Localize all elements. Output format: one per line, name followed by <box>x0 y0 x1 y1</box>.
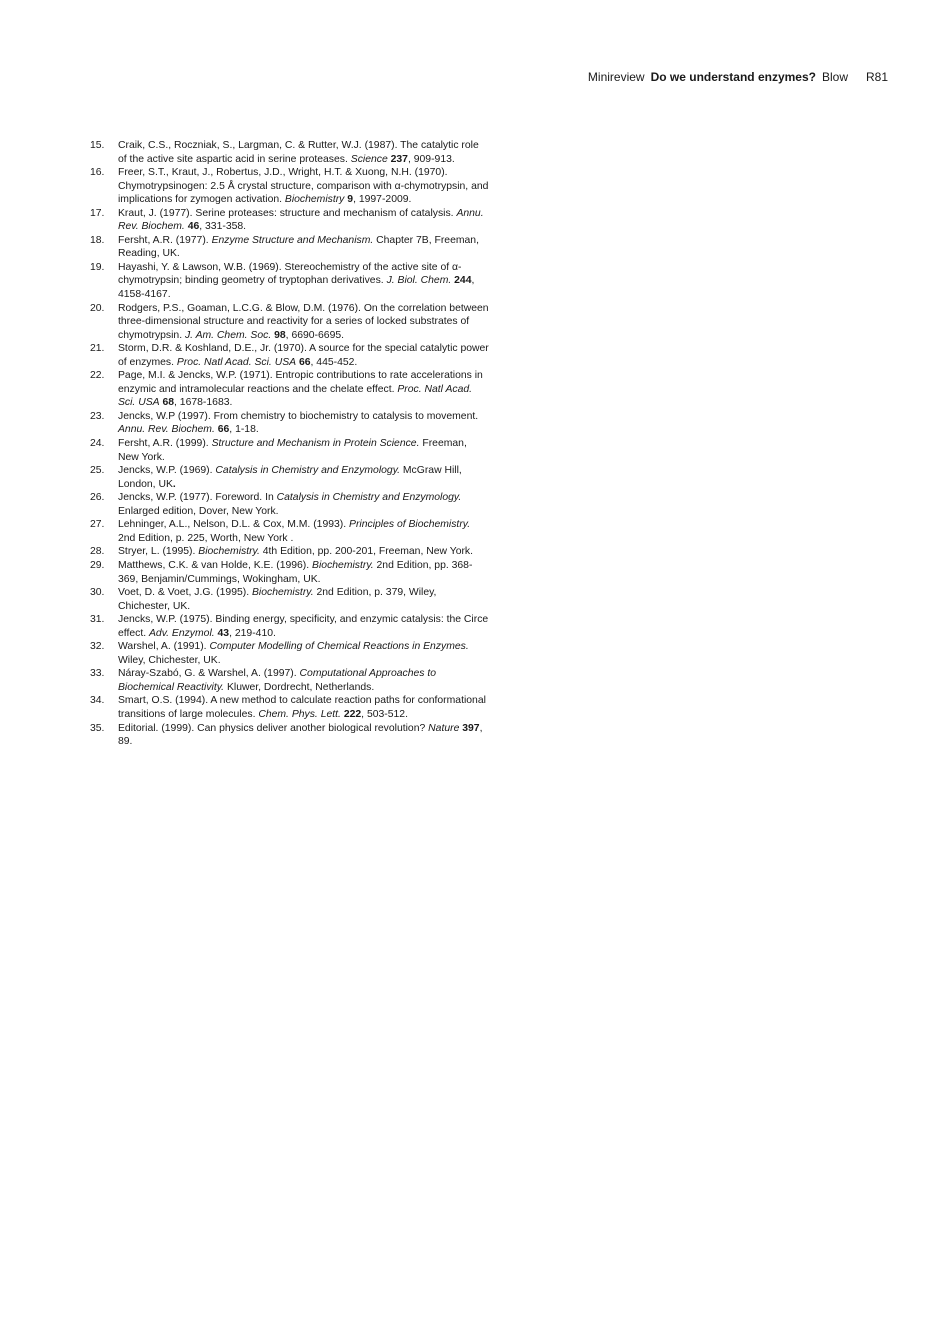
reference-text <box>118 342 490 369</box>
reference-segment: , 4158-4167. <box>118 275 475 301</box>
reference-segment: Matthews, C.K. & van Holde, K.E. (1996). <box>118 559 313 571</box>
reference-segment: Craik, C.S., Roczniak, S., Largman, C. & Rutter, W.J. (1987). The catalytic role of the active site aspartic acid in serine proteases. <box>118 140 479 165</box>
reference-segment: Lehninger, A.L., Nelson, D.L. & Cox, M.M. (1993). <box>118 519 350 531</box>
reference-text <box>118 694 490 721</box>
reference-italic-segment: Principles of Biochemistry. <box>349 519 471 531</box>
reference-segment: 2nd Edition, pp. 368-369, Benjamin/Cummings, Wokingham, UK. <box>118 559 473 585</box>
reference-segment: Editorial. (1999). Can physics deliver another biological revolution? <box>118 722 429 734</box>
reference-number: 27. <box>90 519 105 531</box>
reference-italic-segment: Science <box>350 153 388 165</box>
reference-segment: 4th Edition, pp. 200-201, Freeman, New York. <box>259 546 474 558</box>
reference-text <box>118 207 490 234</box>
reference-italic-segment: Nature <box>428 722 460 734</box>
reference-item <box>90 166 490 207</box>
reference-segment: , 909-913. <box>407 153 455 165</box>
reference-segment: , 445-452. <box>310 356 358 368</box>
reference-segment: Freeman, New York. <box>118 438 467 463</box>
reference-text <box>118 586 490 613</box>
reference-segment: , 1-18. <box>229 424 259 436</box>
reference-italic-segment: Catalysis in Chemistry and Enzymology. <box>276 492 462 504</box>
reference-bold-segment: 66 <box>217 424 230 436</box>
reference-italic-segment: Biochemistry. <box>198 546 260 558</box>
reference-item <box>90 139 490 166</box>
reference-item <box>90 261 490 302</box>
reference-text <box>118 302 490 343</box>
section-label: Minireview <box>587 70 645 84</box>
reference-segment: Kluwer, Dordrecht, Netherlands. <box>224 681 375 693</box>
reference-number: 25. <box>90 465 105 477</box>
reference-segment: Fersht, A.R. (1999). <box>118 438 212 450</box>
reference-segment: Warshel, A. (1991). <box>118 641 210 653</box>
reference-text <box>118 518 490 545</box>
reference-italic-segment: Annu. Rev. Biochem. <box>118 424 215 436</box>
reference-segment: Náray-Szabó, G. & Warshel, A. (1997). <box>118 668 300 680</box>
reference-segment: Stryer, L. (1995). <box>118 546 199 558</box>
reference-bold-segment: 66 <box>298 356 311 368</box>
reference-segment: Kraut, J. (1977). Serine proteases: structure and mechanism of catalysis. <box>118 207 457 219</box>
page-number: R81 <box>865 70 888 84</box>
reference-segment: Page, M.I. & Jencks, W.P. (1971). Entropic contributions to rate accelerations in enzymic and intramolecular reactions and the chelate effect. <box>118 370 483 395</box>
reference-item <box>90 694 490 721</box>
reference-item <box>90 640 490 667</box>
reference-segment: Freer, S.T., Kraut, J., Robertus, J.D., Wright, H.T. & Xuong, N.H. (1970). Chymotrypsinogen: 2.5 Å crystal structure, comparison with α-chymotrypsin, and implications for zymogen activation. <box>118 167 489 206</box>
reference-segment: , 219-410. <box>229 627 276 639</box>
reference-text <box>118 640 490 667</box>
reference-segment: McGraw Hill, London, UK <box>118 465 462 490</box>
reference-italic-segment: Proc. Natl Acad. Sci. USA <box>176 356 297 368</box>
reference-bold-segment: 244 <box>454 275 472 287</box>
reference-italic-segment: Biochemistry. <box>312 559 374 571</box>
reference-text <box>118 667 490 694</box>
reference-bold-segment: 43 <box>217 627 230 639</box>
reference-italic-segment: Chem. Phys. Lett. <box>258 708 341 720</box>
reference-text <box>118 166 490 207</box>
reference-segment: Jencks, W.P. (1975). Binding energy, specificity, and enzymic catalysis: the Circe effect. <box>118 614 489 639</box>
reference-item <box>90 207 490 234</box>
reference-item <box>90 342 490 369</box>
reference-item <box>90 545 490 559</box>
reference-italic-segment: Computer Modelling of Chemical Reactions in Enzymes. <box>209 641 469 653</box>
reference-segment: Wiley, Chichester, UK. <box>118 654 221 666</box>
article-title: Do we understand enzymes? <box>650 70 816 84</box>
reference-segment: 2nd Edition, p. 379, Wiley, Chichester, UK. <box>118 587 437 612</box>
reference-number: 30. <box>90 587 105 599</box>
reference-italic-segment: Biochemistry. <box>252 587 314 599</box>
running-header <box>588 69 888 85</box>
reference-number: 22. <box>90 370 105 382</box>
reference-segment: , 503-512. <box>361 708 408 720</box>
reference-item <box>90 410 490 437</box>
reference-bold-segment: 98 <box>274 329 286 341</box>
reference-segment: Enlarged edition, Dover, New York. <box>118 505 279 517</box>
reference-italic-segment: Structure and Mechanism in Protein Science. <box>211 438 420 450</box>
reference-segment: , 1678-1683. <box>174 397 233 409</box>
reference-text <box>118 464 490 491</box>
reference-italic-segment: Computational Approaches to Biochemical Reactivity. <box>118 668 437 693</box>
reference-segment: Chapter 7B, Freeman, Reading, UK. <box>118 234 479 260</box>
reference-text <box>118 613 490 640</box>
author-name: Blow <box>821 70 848 84</box>
reference-item <box>90 667 490 694</box>
reference-text <box>118 261 490 302</box>
reference-segment: Storm, D.R. & Koshland, D.E., Jr. (1970). A source for the special catalytic power of enzymes. <box>118 343 489 368</box>
reference-text <box>118 722 490 749</box>
reference-number: 31. <box>90 614 105 626</box>
reference-item <box>90 464 490 491</box>
reference-segment: 2nd Edition, p. 225, Worth, New York . <box>118 532 294 544</box>
reference-text <box>118 437 490 464</box>
reference-italic-segment: Biochemistry <box>284 194 345 206</box>
reference-italic-segment: Catalysis in Chemistry and Enzymology. <box>215 465 401 477</box>
reference-number: 34. <box>90 695 105 707</box>
reference-text <box>118 410 490 437</box>
reference-number: 18. <box>90 234 105 246</box>
reference-segment: , 1997-2009. <box>353 194 412 206</box>
reference-number: 17. <box>90 207 105 219</box>
reference-item <box>90 613 490 640</box>
reference-segment: Voet, D. & Voet, J.G. (1995). <box>118 587 252 599</box>
reference-list <box>90 139 490 749</box>
reference-number: 26. <box>90 492 105 504</box>
reference-segment: Hayashi, Y. & Lawson, W.B. (1969). Stereochemistry of the active site of α-chymotrypsin; binding geometry of tryptophan derivatives. <box>118 261 462 287</box>
reference-number: 33. <box>90 668 105 680</box>
reference-segment: Fersht, A.R. (1977). <box>118 234 212 246</box>
reference-item <box>90 586 490 613</box>
reference-text <box>118 559 490 586</box>
reference-text <box>118 139 490 166</box>
reference-item <box>90 722 490 749</box>
reference-text <box>118 369 490 410</box>
reference-number: 16. <box>90 167 105 179</box>
reference-bold-segment: . <box>172 478 176 490</box>
reference-item <box>90 369 490 410</box>
reference-bold-segment: 237 <box>390 153 408 165</box>
reference-number: 32. <box>90 641 105 653</box>
reference-italic-segment: J. Biol. Chem. <box>386 275 452 287</box>
reference-bold-segment: 46 <box>187 221 200 233</box>
reference-segment: Jencks, W.P. (1969). <box>118 465 216 477</box>
reference-segment: Smart, O.S. (1994). A new method to calculate reaction paths for conformational transitions of large molecules. <box>118 695 486 720</box>
reference-segment: Jencks, W.P (1997). From chemistry to biochemistry to catalysis to movement. <box>118 410 479 422</box>
reference-italic-segment: J. Am. Chem. Soc. <box>184 329 272 341</box>
reference-italic-segment: Annu. Rev. Biochem. <box>118 207 484 233</box>
reference-item <box>90 302 490 343</box>
reference-bold-segment: 397 <box>462 722 480 734</box>
reference-segment: Rodgers, P.S., Goaman, L.C.G. & Blow, D.M. (1976). On the correlation between three-dimensional structure and reactivity for a series of locked substrates of chymotrypsin. <box>118 302 489 341</box>
reference-text <box>118 491 490 518</box>
reference-number: 19. <box>90 261 105 273</box>
reference-text <box>118 234 490 261</box>
reference-item <box>90 234 490 261</box>
reference-number: 28. <box>90 546 105 558</box>
reference-item <box>90 491 490 518</box>
reference-bold-segment: 9 <box>347 194 354 206</box>
reference-bold-segment: 68 <box>162 397 175 409</box>
reference-segment: , 6690-6695. <box>285 329 345 341</box>
reference-bold-segment: 222 <box>343 708 362 720</box>
reference-number: 24. <box>90 438 105 450</box>
reference-number: 23. <box>90 410 105 422</box>
reference-item <box>90 518 490 545</box>
reference-text <box>118 545 490 559</box>
reference-number: 15. <box>90 140 105 151</box>
reference-italic-segment: Proc. Natl Acad. Sci. USA <box>118 383 473 409</box>
reference-italic-segment: Adv. Enzymol. <box>149 627 215 639</box>
reference-segment: Jencks, W.P. (1977). Foreword. In <box>118 492 277 504</box>
reference-number: 35. <box>90 722 105 734</box>
reference-number: 20. <box>90 302 105 314</box>
reference-segment: , 331-358. <box>199 221 247 233</box>
reference-segment: , 89. <box>118 722 483 748</box>
reference-italic-segment: Enzyme Structure and Mechanism. <box>211 234 374 246</box>
reference-number: 21. <box>90 343 105 355</box>
reference-item <box>90 559 490 586</box>
reference-item <box>90 437 490 464</box>
reference-number: 29. <box>90 559 105 571</box>
